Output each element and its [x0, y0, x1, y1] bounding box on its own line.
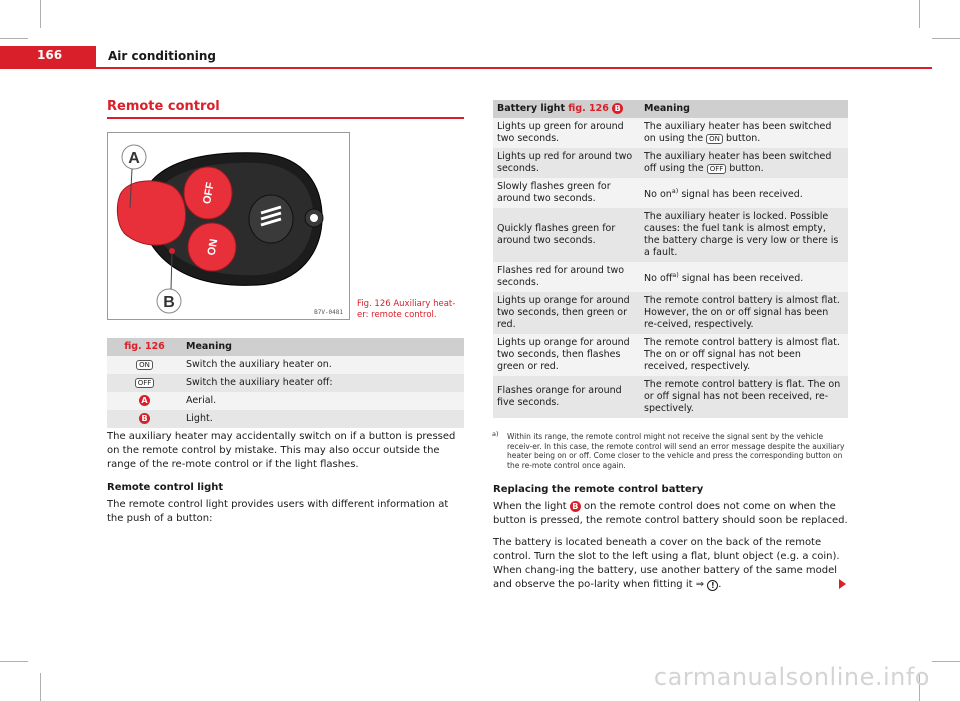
table-row — [493, 262, 848, 292]
table-cell-light: Slowly flashes green for around two seconds. — [493, 178, 640, 208]
callout-a-badge: A — [139, 395, 150, 406]
footnote-mark: a) — [492, 430, 499, 438]
remote-control-illustration — [108, 133, 350, 320]
paragraph-replace-when: When the light B on the remote control does not come on when the button is pressed, the remote control battery should soon be replaced. — [493, 501, 848, 526]
on-key-badge: ON — [136, 360, 153, 370]
subheading-light: Remote control light — [107, 482, 224, 493]
table-row — [107, 356, 464, 374]
table-cell-meaning: Aerial. — [182, 392, 464, 410]
callout-b-badge: B — [139, 413, 150, 424]
callout-b-badge: B — [570, 501, 581, 512]
table-row — [107, 374, 464, 392]
crop-mark — [0, 661, 28, 662]
table-row — [107, 410, 464, 428]
callout-b-label: B — [163, 294, 175, 311]
header-rule — [0, 67, 932, 69]
paragraph-accidental-switch: The auxiliary heater may accidentally switch on if a button is pressed on the remote control by mistake. This may also occur outside the range of the re-mote control or if the light flashes. — [107, 431, 456, 470]
table-row — [107, 392, 464, 410]
paragraph-light-info: The remote control light provides users with different information at the push of a button: — [107, 499, 449, 524]
section-title: Remote control — [107, 99, 220, 114]
chapter-title: Air conditioning — [108, 49, 216, 63]
table-row — [493, 118, 848, 148]
table-cell-meaning: Switch the auxiliary heater on. — [182, 356, 464, 374]
figure-ref[interactable]: fig. 126 — [568, 103, 609, 114]
table-cell-light: Lights up green for around two seconds. — [493, 118, 640, 148]
table-cell-meaning: The auxiliary heater has been switched on using the ON button. — [640, 118, 848, 148]
table-cell-meaning: The remote control battery is almost flat. The on or off signal has not been received, respectively. — [640, 334, 848, 376]
table-header-meaning: Meaning — [640, 100, 848, 118]
section-rule — [107, 117, 464, 119]
watermark: carmanualsonline.info — [653, 663, 930, 691]
subheading-replacing-battery: Replacing the remote control battery — [493, 484, 704, 495]
table-cell-light: Lights up orange for around two seconds, then flashes green or red. — [493, 334, 640, 376]
off-key-badge: OFF — [135, 378, 155, 388]
table-cell-meaning: The remote control battery is flat. The on or off signal has not been received, re-spectively. — [640, 376, 848, 418]
figure-caption: Fig. 126 Auxiliary heat-er: remote control. — [357, 299, 456, 320]
table-row — [493, 148, 848, 178]
callout-b-badge: B — [612, 103, 623, 114]
remote-control-figure — [107, 132, 350, 320]
crop-mark — [40, 0, 41, 28]
crop-mark — [40, 673, 41, 701]
paragraph-battery-location: The battery is located beneath a cover on the back of the remote control. Turn the slot to the left using a flat, blunt object (e.g. a coin). When chang-ing the battery, use another battery of the same model and observe the po-larity when fitting it ⇒ ! . — [493, 537, 840, 590]
table-cell-meaning: The auxiliary heater is locked. Possible causes: the fuel tank is almost empty, the battery charge is very low or there is a fault. — [640, 208, 848, 262]
crop-mark — [932, 38, 960, 39]
table-cell-light: Lights up red for around two seconds. — [493, 148, 640, 178]
table-row — [493, 208, 848, 262]
table-cell-meaning: The auxiliary heater has been switched off using the OFF button. — [640, 148, 848, 178]
warning-ref-arrow[interactable]: ⇒ — [695, 579, 705, 590]
table-cell-meaning: No $on^{a)}$ signal has been received. — [640, 178, 848, 208]
table-header-fig: fig. 126 — [107, 338, 182, 356]
callout-a-label: A — [128, 150, 140, 167]
table-header-battery-light: Battery light fig. 126 B — [493, 100, 640, 118]
table-header-meaning: Meaning — [182, 338, 464, 356]
warning-icon[interactable]: ! — [707, 580, 718, 591]
table-row — [493, 178, 848, 208]
off-key-badge: OFF — [707, 164, 727, 174]
continue-arrow-icon — [839, 579, 846, 589]
footnote — [493, 432, 848, 470]
table-row — [493, 334, 848, 376]
crop-mark — [932, 661, 960, 662]
footnote-text: Within its range, the remote control might not receive the signal sent by the vehicle receiv-er. In this case, the remote control will send an error message despite the auxiliary heater being on or off. Come closer to the vehicle and press the corresponding button on the re-mote control once again. — [507, 432, 845, 470]
page-number: 166 — [37, 48, 63, 62]
crop-mark — [0, 38, 28, 39]
battery-light-table — [493, 100, 848, 418]
crop-mark — [919, 0, 920, 28]
table-cell-meaning: No off$^{a)}$ signal has been received. — [640, 262, 848, 292]
table-cell-light: Flashes orange for around five seconds. — [493, 376, 640, 418]
remote-buttons-table — [107, 338, 464, 428]
table-cell-light: Quickly flashes green for around two seconds. — [493, 208, 640, 262]
table-cell-meaning: Light. — [182, 410, 464, 428]
table-cell-light: Flashes red for around two seconds. — [493, 262, 640, 292]
on-key-badge: ON — [706, 134, 723, 144]
table-row — [493, 292, 848, 334]
table-row — [493, 376, 848, 418]
on-button-label: ON — [205, 238, 221, 257]
table-cell-light: Lights up orange for around two seconds, then green or red. — [493, 292, 640, 334]
off-button-label: OFF — [201, 181, 217, 206]
figure-code: B7V-0481 — [314, 309, 343, 316]
table-cell-meaning: The remote control battery is almost flat. However, the on or off signal has been re-ceived, respectively. — [640, 292, 848, 334]
table-cell-meaning: Switch the auxiliary heater off: — [182, 374, 464, 392]
